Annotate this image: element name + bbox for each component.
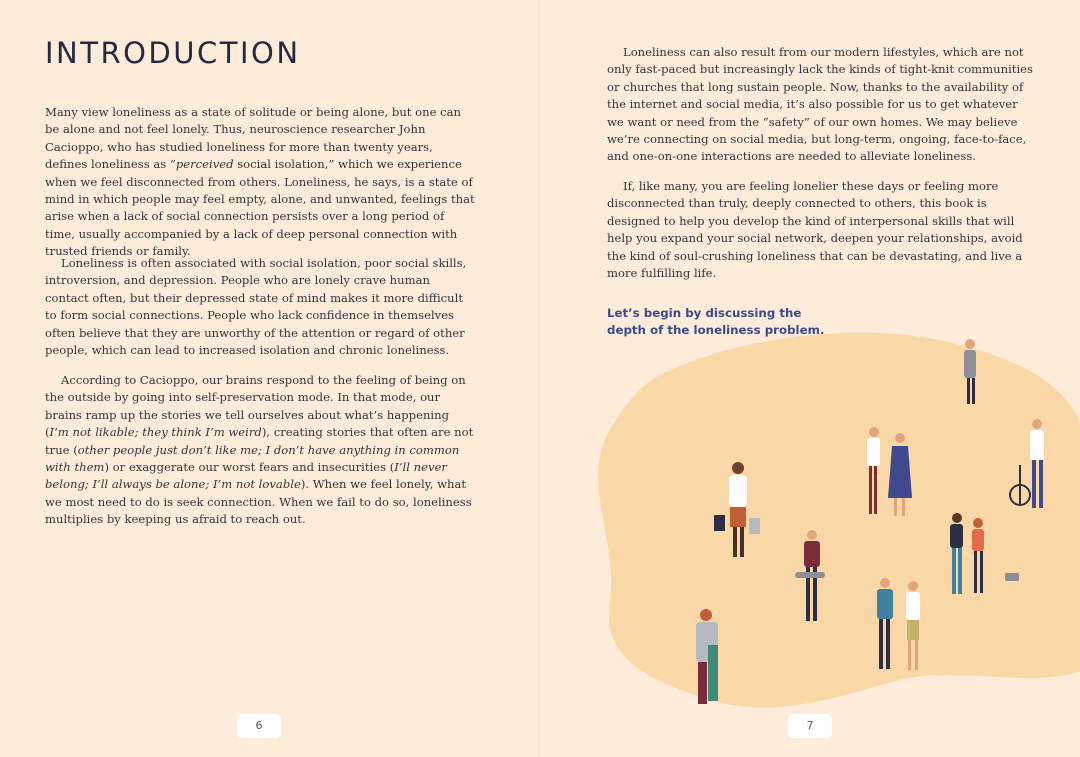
- text-run: ) or exaggerate our worst fears and insecurities (: [104, 460, 395, 475]
- couple-hugging: [696, 609, 718, 704]
- background-blob: [598, 333, 1080, 708]
- text-run: Loneliness is often associated with social isolation, poor social skills, introversion, and depression. People who are lonely crave human contact often, but their depressed state of mind makes it more difficult to form social connections. People who lack confidence in themselves often believe that they are unworthy of the attention or regard of other people, which can lead to increased isolation and chronic loneliness.: [45, 256, 467, 358]
- intro-paragraph-1: [45, 104, 475, 261]
- page-number-right: 7: [788, 714, 832, 738]
- intro-paragraph-4: [607, 44, 1037, 166]
- intro-paragraph-3: [45, 372, 475, 529]
- intro-paragraph-5: [607, 178, 1037, 282]
- page-title: INTRODUCTION: [45, 36, 301, 70]
- italic-run: I’m not likable; they think I’m weird: [49, 425, 262, 440]
- text-run: ). When we feel lonely, what we most need to do is seek connection. When we fail to do so, loneliness multiplies by keeping us afraid to reach out.: [45, 477, 472, 527]
- right-page: [540, 0, 1080, 757]
- text-run: Many view loneliness as a state of solitude or being alone, but one can be alone and not feel lonely. Thus, neuroscience researcher John Cacioppo, who has studied loneliness for more than twenty years, defines loneliness as “: [45, 105, 461, 172]
- italic-run: I’ll never belong; I’ll always be alone; I’m not lovable: [45, 460, 447, 492]
- callout-text: Let’s begin by discussing the depth of the loneliness problem.: [607, 306, 825, 338]
- text-run: According to Cacioppo, our brains respond to the feeling of being on the outside by going into self-preservation mode. In that mode, our brains ramp up the stories we tell ourselves about what’s happening (: [45, 373, 466, 440]
- italic-run: perceived: [175, 157, 234, 172]
- text-run: Loneliness can also result from our modern lifestyles, which are not only fast-paced but increasingly lack the kinds of tight-knit communities or churches that long sustain people. Now, thanks to the availability of the internet and social media, it’s also possible for us to get whatever we want or need from the “safety” of our own homes. We may believe we’re connecting on social media, but long-term, ongoing, face-to-face, and one-on-one interactions are needed to alleviate loneliness.: [607, 45, 1033, 164]
- text-run: social isolation,” which we experience when we feel disconnected from others. Loneliness, he says, is a state of mind in which people may feel empty, alone, and unwanted, feelings that arise when a lack of social connection persists over a long period of time, usually accompanied by a lack of deep personal connection with trusted friends or family.: [45, 157, 475, 259]
- intro-paragraph-2: [45, 255, 475, 359]
- italic-run: other people just don’t like me; I don’t have anything in common with them: [45, 442, 460, 475]
- people-illustration: [540, 330, 1080, 730]
- page-number-left: 6: [237, 714, 281, 738]
- text-run: If, like many, you are feeling lonelier these days or feeling more disconnected than truly, deeply connected to others, this book is designed to help you develop the kind of interpersonal skills that will help you expand your social network, deepen your relationships, avoid the kind of soul-crushing loneliness that can be devastating, and live a more fulfilling life.: [607, 179, 1023, 281]
- text-run: ), creating stories that often are not true (: [45, 425, 474, 457]
